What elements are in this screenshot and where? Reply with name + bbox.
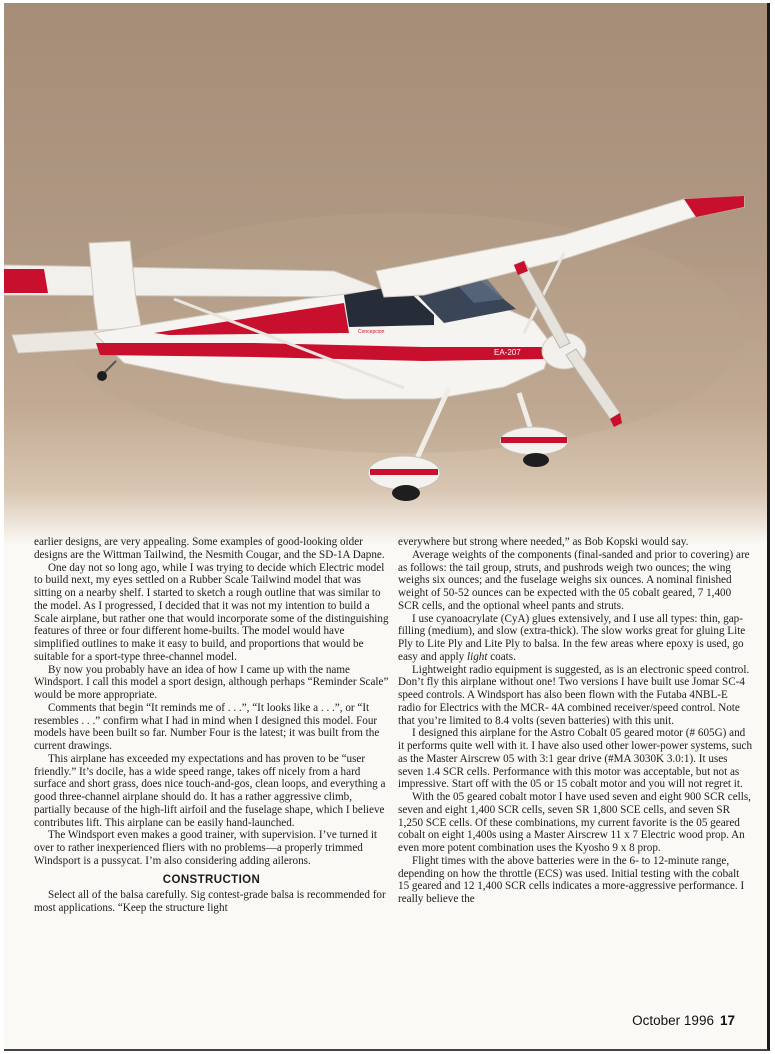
page-number: 17: [719, 1013, 735, 1028]
left-text-column: [34, 536, 389, 915]
right-paragraph-4: Lightweight radio equipment is suggested, as is an electronic speed control. Don’t fly this airplane without one! Two versions I have built use Jomar SC-4 speed controls. A Windsport has also been flown with the Futaba 4NBL-E radio for Electrics with the MCR- 4A combined receiver/speed control. Note that you’re limited to 8.4 volts (seven batteries) with this unit.: [398, 663, 750, 727]
left-paragraph-2: One day not so long ago, while I was trying to decide which Electric model to build next, my eyes settled on a Rubber Scale Tailwind model that was sitting on a nearby shelf. I started to sketch a rough outline that was similar to the model. As I progressed, I decided that it was not my intention to build a Scale airplane, but rather one that would incorporate some of the distinguishing features of three or four different home-builts. The model would have simplified outlines to make it easy to build, and proportions that would be suitable for a sport-type three-channel model.: [34, 561, 389, 663]
right-paragraph-7: Flight times with the above batteries were in the 6- to 12-minute range, depending on how the throttle (ECS) was used. Initial testing with the cobalt 15 geared and 12 1,400 SCR cells indicates a more-aggressive performance. I really believe the: [398, 854, 745, 905]
page-footer: [632, 1013, 735, 1028]
right-paragraph-6: With the 05 geared cobalt motor I have used seven and eight 900 SCR cells, seven and eight 1,400 SCR cells, seven SR 1,800 SCE cells, and seven SR 1,250 SCE cells. Of these combinations, my current favorite is the 05 geared cobalt on eight 1,400s using a Master Airscrew 11 x 7 Electric wood prop. An even more potent combination uses the Kyosho 9 x 8 prop.: [398, 791, 751, 854]
airplane-illustration: [4, 3, 767, 545]
left-paragraph-3: By now you probably have an idea of how I came up with the name Windsport. I call this model a sport design, although perhaps “Reminder Scale” would be more appropriate.: [34, 663, 389, 701]
left-wingtip-stripe: [4, 269, 48, 293]
tail-wheel: [97, 371, 107, 381]
registration-marking: EA-207: [494, 348, 521, 357]
left-paragraph-1: earlier designs, are very appealing. Some examples of good-looking older designs are the Wittman Tailwind, the Nesmith Cougar, and the SD-1A Dapne.: [34, 536, 385, 561]
right-text-column: [398, 536, 753, 906]
left-paragraph-5: This airplane has exceeded my expectations and has proven to be “user friendly.” It’s docile, has a wide speed range, takes off nicely from a hard surface and short grass, does nice touch-and-gos, clean loops, and everything a good three-channel airplane should do. It has a rather aggressive climb, partially because of the high-lift airfoil and the fuselage shape, which I believe contributes lift. This airplane can be easily hand-launched.: [34, 752, 386, 829]
right-paragraph-3-text-a: I use cyanoacrylate (CyA) glues extensively, and I use all types: thin, gap-filling (medium), and slow (extra-thick). The slow works great for gluing Lite Ply to Lite Ply and Lite Ply to balsa. In the few areas where epoxy is used, go easy and apply: [398, 612, 746, 663]
right-paragraph-3: [398, 613, 753, 664]
door-marking: Concepcion: [358, 329, 385, 335]
right-paragraph-3-emphasis: light: [467, 650, 488, 663]
left-paragraph-6: The Windsport even makes a good trainer, with supervision. I’ve turned it over to rather inexperienced fliers with no problems—a properly trimmed Windsport is a pussycat. I’m also considering adding ailerons.: [34, 829, 378, 867]
issue-date: October 1996: [632, 1013, 714, 1028]
right-paragraph-3-text-b: coats.: [487, 650, 516, 663]
left-paragraph-4: Comments that begin “It reminds me of . . .”, “It looks like a . . .”, or “It resembles . . .” confirm what I had in mind when I designed this model. Four models have been built so far. Number Four is the latest; it was built from the current drawings.: [34, 701, 380, 752]
section-heading-construction: CONSTRUCTION: [162, 873, 261, 886]
right-paragraph-2: Average weights of the components (final-sanded and prior to covering) are as follows: the tail group, struts, and pushrods weigh two ounces; the wing weighs six ounces; and the fuselage weighs six ounces. A nominal finished weight of 50-52 ounces can be expected with the 05 cobalt geared, 7 1,400 SCR cells, and the optional wheel pants and struts.: [398, 548, 750, 612]
nose-wheel: [523, 453, 549, 467]
main-wheel: [392, 485, 420, 501]
left-paragraph-7: Select all of the balsa carefully. Sig contest-grade balsa is recommended for most applications. “Keep the structure light: [34, 889, 386, 914]
right-paragraph-1: everywhere but strong where needed,” as Bob Kopski would say.: [398, 536, 689, 548]
airplane-photo: [4, 3, 767, 545]
right-paragraph-5: I designed this airplane for the Astro Cobalt 05 geared motor (# 605G) and it performs quite well with it. I have also used other lower-power systems, such as the Master Airscrew 05 with 3:1 gear drive (#MA 3030K 3.0:1). It uses seven 1.4 SCR cells. Performance with this motor was acceptable, but not as impressive. Start off with the 05 or 15 cobalt motor and you will not regret it.: [398, 727, 753, 791]
nose-wheel-pant-stripe: [501, 437, 567, 443]
main-wheel-pant-stripe: [370, 469, 438, 475]
